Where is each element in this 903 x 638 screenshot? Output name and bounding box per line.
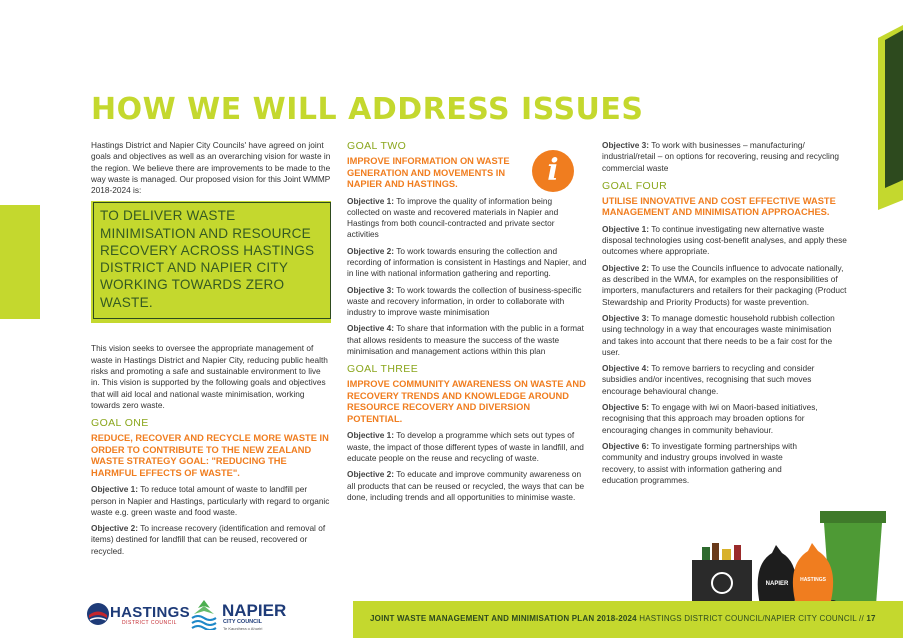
intro-paragraph: Hastings District and Napier City Councils' have agreed on joint goals and objectives as well as an overarching vision for waste in the region. We believe there are improvements to be made to the way waste is managed. Our proposed vision for this Joint WMMP 2018-2024 is:: [91, 140, 331, 196]
goal-four-objective-3: Objective 3: To manage domestic household rubbish collection using technology in a way that encourages waste minimisation and takes into account that there needs to be a fair cost for the user.: [602, 312, 835, 357]
goal-four-objective-5: Objective 5: To engage with iwi on Maori-based initiatives, recognising that this approach may broaden options for encouraging changes in community behaviour.: [602, 402, 818, 435]
page-title: HOW WE WILL ADDRESS ISSUES: [91, 92, 644, 127]
hastings-logo-icon: [86, 602, 110, 626]
goal-four-objective-6: Objective 6: To investigate forming partnerships with community and industry groups involved in waste recovery, to assist with information gathering and education programmes.: [602, 440, 797, 485]
napier-logo-sub: CITY COUNCIL: [223, 619, 263, 625]
corner-decoration: [840, 0, 903, 260]
goal-three-objective-3: Objective 3: To work with businesses – manufacturing/ industrial/retail – on options for recovering, reusing and recycling commercial waste: [602, 140, 840, 173]
vision-side-bar: [0, 205, 40, 319]
orange-bag-label: HASTINGS: [800, 577, 826, 583]
black-bag-icon: [758, 545, 797, 605]
recycling-crate-icon: [692, 543, 752, 606]
goal-three-objective-2: Objective 2: To educate and improve community awareness on all products that can be reused or recycled, the ways that can be done, including trends and all opportunities to minimise waste.: [347, 469, 585, 502]
vision-callout: [91, 201, 331, 331]
goal-one-objective-2: Objective 2: To increase recovery (identification and removal of items) destined for landfill that can be reused, recovered or recycled.: [91, 523, 326, 556]
hastings-logo-name: HASTINGS: [110, 604, 190, 621]
info-icon: i: [532, 150, 574, 192]
goal-two-objective-2: Objective 2: To work towards ensuring the collection and recording of information is consistent in Hastings and Napier, and in line with national information gathering and reporting.: [347, 245, 587, 279]
bins-illustration: [690, 505, 890, 610]
napier-logo-tag: Te Kaunihera o Ahuriri: [223, 626, 263, 631]
vision-followup: This vision seeks to oversee the appropriate management of waste in Hastings District and Napier City, reducing public health risks and promoting a safe and sustainable environment to live in. This vision is supported by the following goals and objectives that will aid local and national waste minimisation, working towards zero waste.: [91, 343, 328, 410]
napier-logo-name: NAPIER: [222, 601, 287, 620]
hastings-logo-sub: DISTRICT COUNCIL: [122, 620, 177, 626]
goal-four-title: UTILISE INNOVATIVE AND COST EFFECTIVE WASTE MANAGEMENT AND MINIMISATION APPROACHES.: [602, 195, 836, 218]
goal-one-title: REDUCE, RECOVER AND RECYCLE MORE WASTE IN ORDER TO CONTRIBUTE TO THE NEW ZEALAND WASTE STRATEGY GOAL: "REDUCING THE HARMFUL EFFECTS OF WASTE".: [91, 433, 329, 478]
goal-two-title: IMPROVE INFORMATION ON WASTE GENERATION AND MOVEMENTS IN NAPIER AND HASTINGS.: [347, 156, 510, 189]
goal-four-objective-1: Objective 1: To continue investigating new alternative waste disposal technologies using cost-benefit analyses, and apply these outcomes where appropriate.: [602, 223, 847, 257]
goal-one-label: GOAL ONE: [91, 417, 149, 430]
goal-four-objective-2: Objective 2: To use the Councils influence to advocate nationally, as described in the WMA, for examples on the responsibilities of importers, manufacturers and retailers for their packaging (Product Stewardship and Priority Products) for waste prevention.: [602, 262, 847, 307]
goal-one-objective-1: Objective 1: To reduce total amount of waste to landfill per person in Napier and Hastings, particularly with regard to organic waste e.g. green waste and food waste.: [91, 484, 330, 517]
napier-logo-icon: [190, 598, 218, 630]
goal-three-title: IMPROVE COMMUNITY AWARENESS ON WASTE AND RECOVERY TRENDS AND KNOWLEDGE AROUND RESOURCE RECOVERY AND DIVERSION POTENTIAL.: [347, 379, 586, 424]
black-bag-label: NAPIER: [765, 581, 789, 587]
goal-two-objective-1: Objective 1: To improve the quality of information being collected on waste and recovered materials in Napier and Hastings from both council-contracted and private sector activities: [347, 195, 559, 240]
footer-separator: //: [859, 614, 864, 623]
goal-two-objective-3: Objective 3: To work towards the collection of business-specific waste and recovery information, in order to collaborate with industry to improve waste minimisation: [347, 284, 582, 318]
footer-plan: JOINT WASTE MANAGEMENT AND MINIMISATION PLAN 2018-2024: [370, 614, 637, 623]
goal-two-label: GOAL TWO: [347, 140, 407, 152]
goal-four-label: GOAL FOUR: [602, 179, 668, 192]
goal-three-label: GOAL THREE: [347, 363, 419, 376]
column-right: [602, 140, 847, 491]
column-left: [91, 140, 331, 562]
goal-four-objective-4: Objective 4: To remove barriers to recycling and consider subsidies and/or incentives, recognising that such moves encourage behavioural change.: [602, 363, 815, 396]
goal-three-objective-1: Objective 1: To develop a programme which sets out types of waste, the impact of those different types of waste in landfill, and educate people on the reuse and recycling of waste.: [347, 430, 584, 463]
goal-two-objective-4: Objective 4: To share that information with the public in a format that allows residents to measure the success of the waste minimisation and management actions within this plan: [347, 323, 584, 357]
footer-councils: HASTINGS DISTRICT COUNCIL/NAPIER CITY COUNCIL: [639, 614, 857, 623]
page-number: 17: [866, 614, 876, 623]
vision-statement: TO DELIVER WASTE MINIMISATION AND RESOURCE RECOVERY ACROSS HASTINGS DISTRICT AND NAPIER CITY WORKING TOWARDS ZERO WASTE.: [100, 208, 315, 310]
column-middle: [347, 140, 587, 508]
footer-text: [370, 614, 876, 623]
